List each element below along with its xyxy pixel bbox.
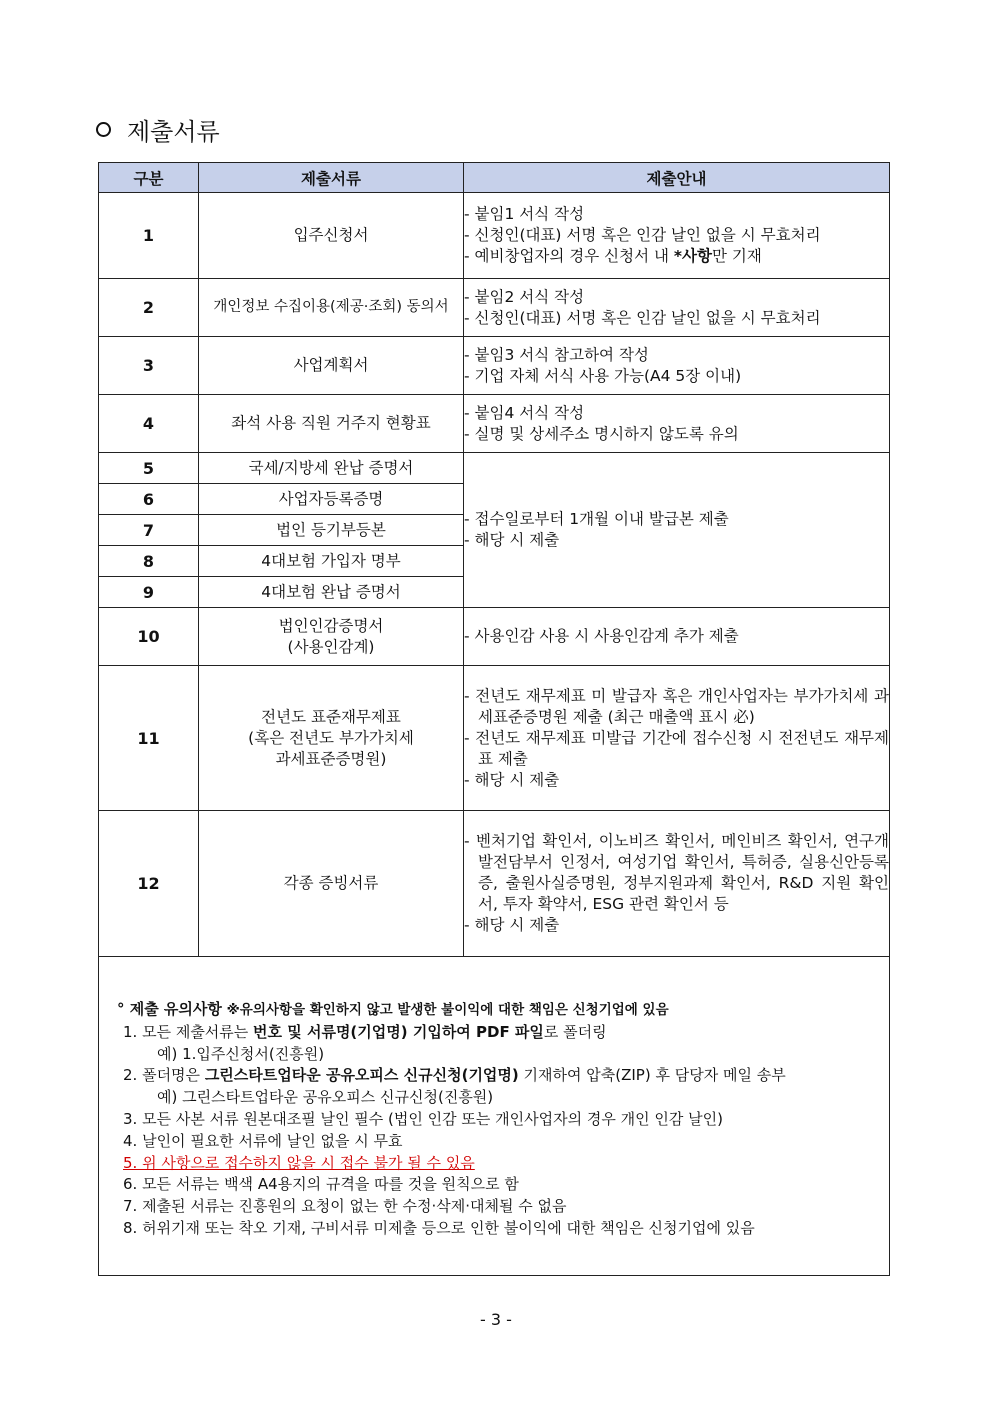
row-number: 6 [99, 484, 199, 515]
note-example: 예) 그린스타트업타운 공유오피스 신규신청(진흥원) [157, 1088, 494, 1107]
table-row [99, 193, 890, 279]
document-name: 4대보험 완납 증명서 [199, 577, 464, 608]
guide-line [464, 246, 889, 267]
table-header-row [99, 163, 890, 193]
document-name: 좌석 사용 직원 거주지 현황표 [199, 395, 464, 453]
note-item: 4. 날인이 필요한 서류에 날인 없을 시 무효 [123, 1131, 403, 1150]
guide-line: - 붙임2 서식 작성 [464, 287, 585, 306]
section-heading [96, 112, 220, 147]
note-example: 예) 1.입주신청서(진흥원) [157, 1044, 325, 1063]
table-row [99, 337, 890, 395]
page-number: - 3 - [480, 1310, 512, 1329]
guide-cell [464, 395, 890, 453]
note-item: 6. 모든 서류는 백색 A4용지의 규격을 따를 것을 원칙으로 함 [123, 1175, 519, 1194]
note-item: 3. 모든 사본 서류 원본대조필 날인 필수 (법인 인감 또는 개인사업자의 경우 개인 인감 날인) [123, 1109, 723, 1128]
guide-line: - 붙임3 서식 참고하여 작성 [464, 345, 649, 364]
notes-title-text: ° 제출 유의사항 [117, 1000, 222, 1018]
guide-line: - 신청인(대표) 서명 혹은 인감 날인 없을 시 무효처리 [464, 308, 821, 327]
table-row [99, 453, 890, 484]
guide-line: - 붙임4 서식 작성 [464, 403, 585, 422]
guide-line: - 붙임1 서식 작성 [464, 205, 585, 223]
document-name-line: 법인인감증명서 [278, 616, 384, 635]
row-number: 11 [99, 666, 199, 811]
submission-notes [99, 957, 889, 1240]
guide-line: - 벤처기업 확인서, 이노비즈 확인서, 메인비즈 확인서, 연구개발전담부서 인정서, 여성기업 확인서, 특허증, 실용신안등록증, 출원사실증명원, 정부지원과제 확인서, R&D 지원 확인서, 투자 확약서, ESG 관련 확인서 등 [464, 832, 889, 913]
guide-line: - 실명 및 상세주소 명시하지 않도록 유의 [464, 424, 739, 443]
table-row [99, 279, 890, 337]
note-text: 1. 모든 제출서류는 [123, 1022, 254, 1041]
header-documents: 제출서류 [199, 163, 464, 193]
notes-row [99, 957, 890, 1276]
document-name: 4대보험 가입자 명부 [199, 546, 464, 577]
document-name [199, 608, 464, 666]
note-bold-text: 번호 및 서류명(기업명) 기입하여 PDF 파일 [253, 1022, 544, 1041]
guide-text: 만 기재 [711, 247, 762, 265]
guide-text: - 예비창업자의 경우 신청서 내 [464, 247, 674, 265]
guide-line: - 기업 자체 서식 사용 가능(A4 5장 이내) [464, 366, 742, 385]
guide-line: - 접수일로부터 1개월 이내 발급본 제출 [464, 510, 729, 528]
document-name-line: 과세표준증명원) [275, 749, 387, 768]
row-number: 1 [99, 193, 199, 279]
row-number: 4 [99, 395, 199, 453]
table-row [99, 395, 890, 453]
table-row [99, 608, 890, 666]
guide-cell [464, 811, 890, 957]
row-number: 12 [99, 811, 199, 957]
document-name: 사업자등록증명 [199, 484, 464, 515]
notes-title-warning: ※유의사항을 확인하지 않고 발생한 불이익에 대한 책임은 신청기업에 있음 [226, 1002, 669, 1018]
documents-table [98, 162, 890, 1276]
guide-cell [464, 279, 890, 337]
row-number: 7 [99, 515, 199, 546]
row-number: 10 [99, 608, 199, 666]
guide-line: - 신청인(대표) 서명 혹은 인감 날인 없을 시 무효처리 [464, 226, 821, 244]
notes-title [117, 999, 875, 1022]
note-text: 로 폴더링 [543, 1022, 607, 1041]
row-number: 8 [99, 546, 199, 577]
row-number: 3 [99, 337, 199, 395]
guide-line: - 해당 시 제출 [464, 770, 560, 789]
note-item: 7. 제출된 서류는 진흥원의 요청이 없는 한 수정·삭제·대체될 수 없음 [123, 1197, 567, 1216]
header-guide: 제출안내 [464, 163, 890, 193]
section-title: 제출서류 [127, 118, 220, 146]
guide-cell-merged [464, 453, 890, 608]
document-name: 각종 증빙서류 [199, 811, 464, 957]
document-name: 개인정보 수집이용(제공·조회) 동의서 [199, 279, 464, 337]
guide-line: - 전년도 재무제표 미 발급자 혹은 개인사업자는 부가가치세 과세표준증명원 제출 (최근 매출액 표시 必) [464, 686, 889, 726]
guide-cell [464, 666, 890, 811]
note-item [117, 1065, 875, 1087]
row-number: 2 [99, 279, 199, 337]
warning-text: 5. 위 사항으로 접수하지 않을 시 접수 불가 될 수 있음 [123, 1153, 475, 1172]
guide-line: - 해당 시 제출 [464, 531, 560, 549]
note-bold-text: 그린스타트업타운 공유오피스 신규신청(기업명) [204, 1066, 519, 1085]
document-name-line: (사용인감계) [287, 637, 375, 656]
guide-line: - 해당 시 제출 [464, 916, 560, 934]
note-item [117, 1022, 875, 1044]
table-row [99, 666, 890, 811]
row-number: 9 [99, 577, 199, 608]
note-item-warning [117, 1153, 875, 1175]
circle-icon [96, 122, 111, 137]
notes-cell [99, 957, 890, 1276]
table-row [99, 811, 890, 957]
row-number: 5 [99, 453, 199, 484]
guide-cell [464, 608, 890, 666]
document-name: 입주신청서 [199, 193, 464, 279]
guide-line: - 사용인감 사용 시 사용인감계 추가 제출 [464, 627, 739, 645]
document-name: 법인 등기부등본 [199, 515, 464, 546]
document-name-line: (혹은 전년도 부가가치세 [248, 728, 414, 747]
document-name [199, 666, 464, 811]
note-item: 8. 허위기재 또는 착오 기재, 구비서류 미제출 등으로 인한 불이익에 대한 책임은 신청기업에 있음 [123, 1218, 755, 1237]
note-text: 2. 폴더명은 [123, 1066, 205, 1085]
document-name: 국세/지방세 완납 증명서 [199, 453, 464, 484]
guide-bold-text: *사항 [673, 247, 712, 265]
document-name: 사업계획서 [199, 337, 464, 395]
guide-cell [464, 337, 890, 395]
header-category: 구분 [99, 163, 199, 193]
guide-line: - 전년도 재무제표 미발급 기간에 접수신청 시 전전년도 재무제표 제출 [464, 728, 889, 768]
guide-cell [464, 193, 890, 279]
document-name-line: 전년도 표준재무제표 [261, 707, 401, 726]
note-text: 기재하여 압축(ZIP) 후 담당자 메일 송부 [518, 1066, 786, 1085]
